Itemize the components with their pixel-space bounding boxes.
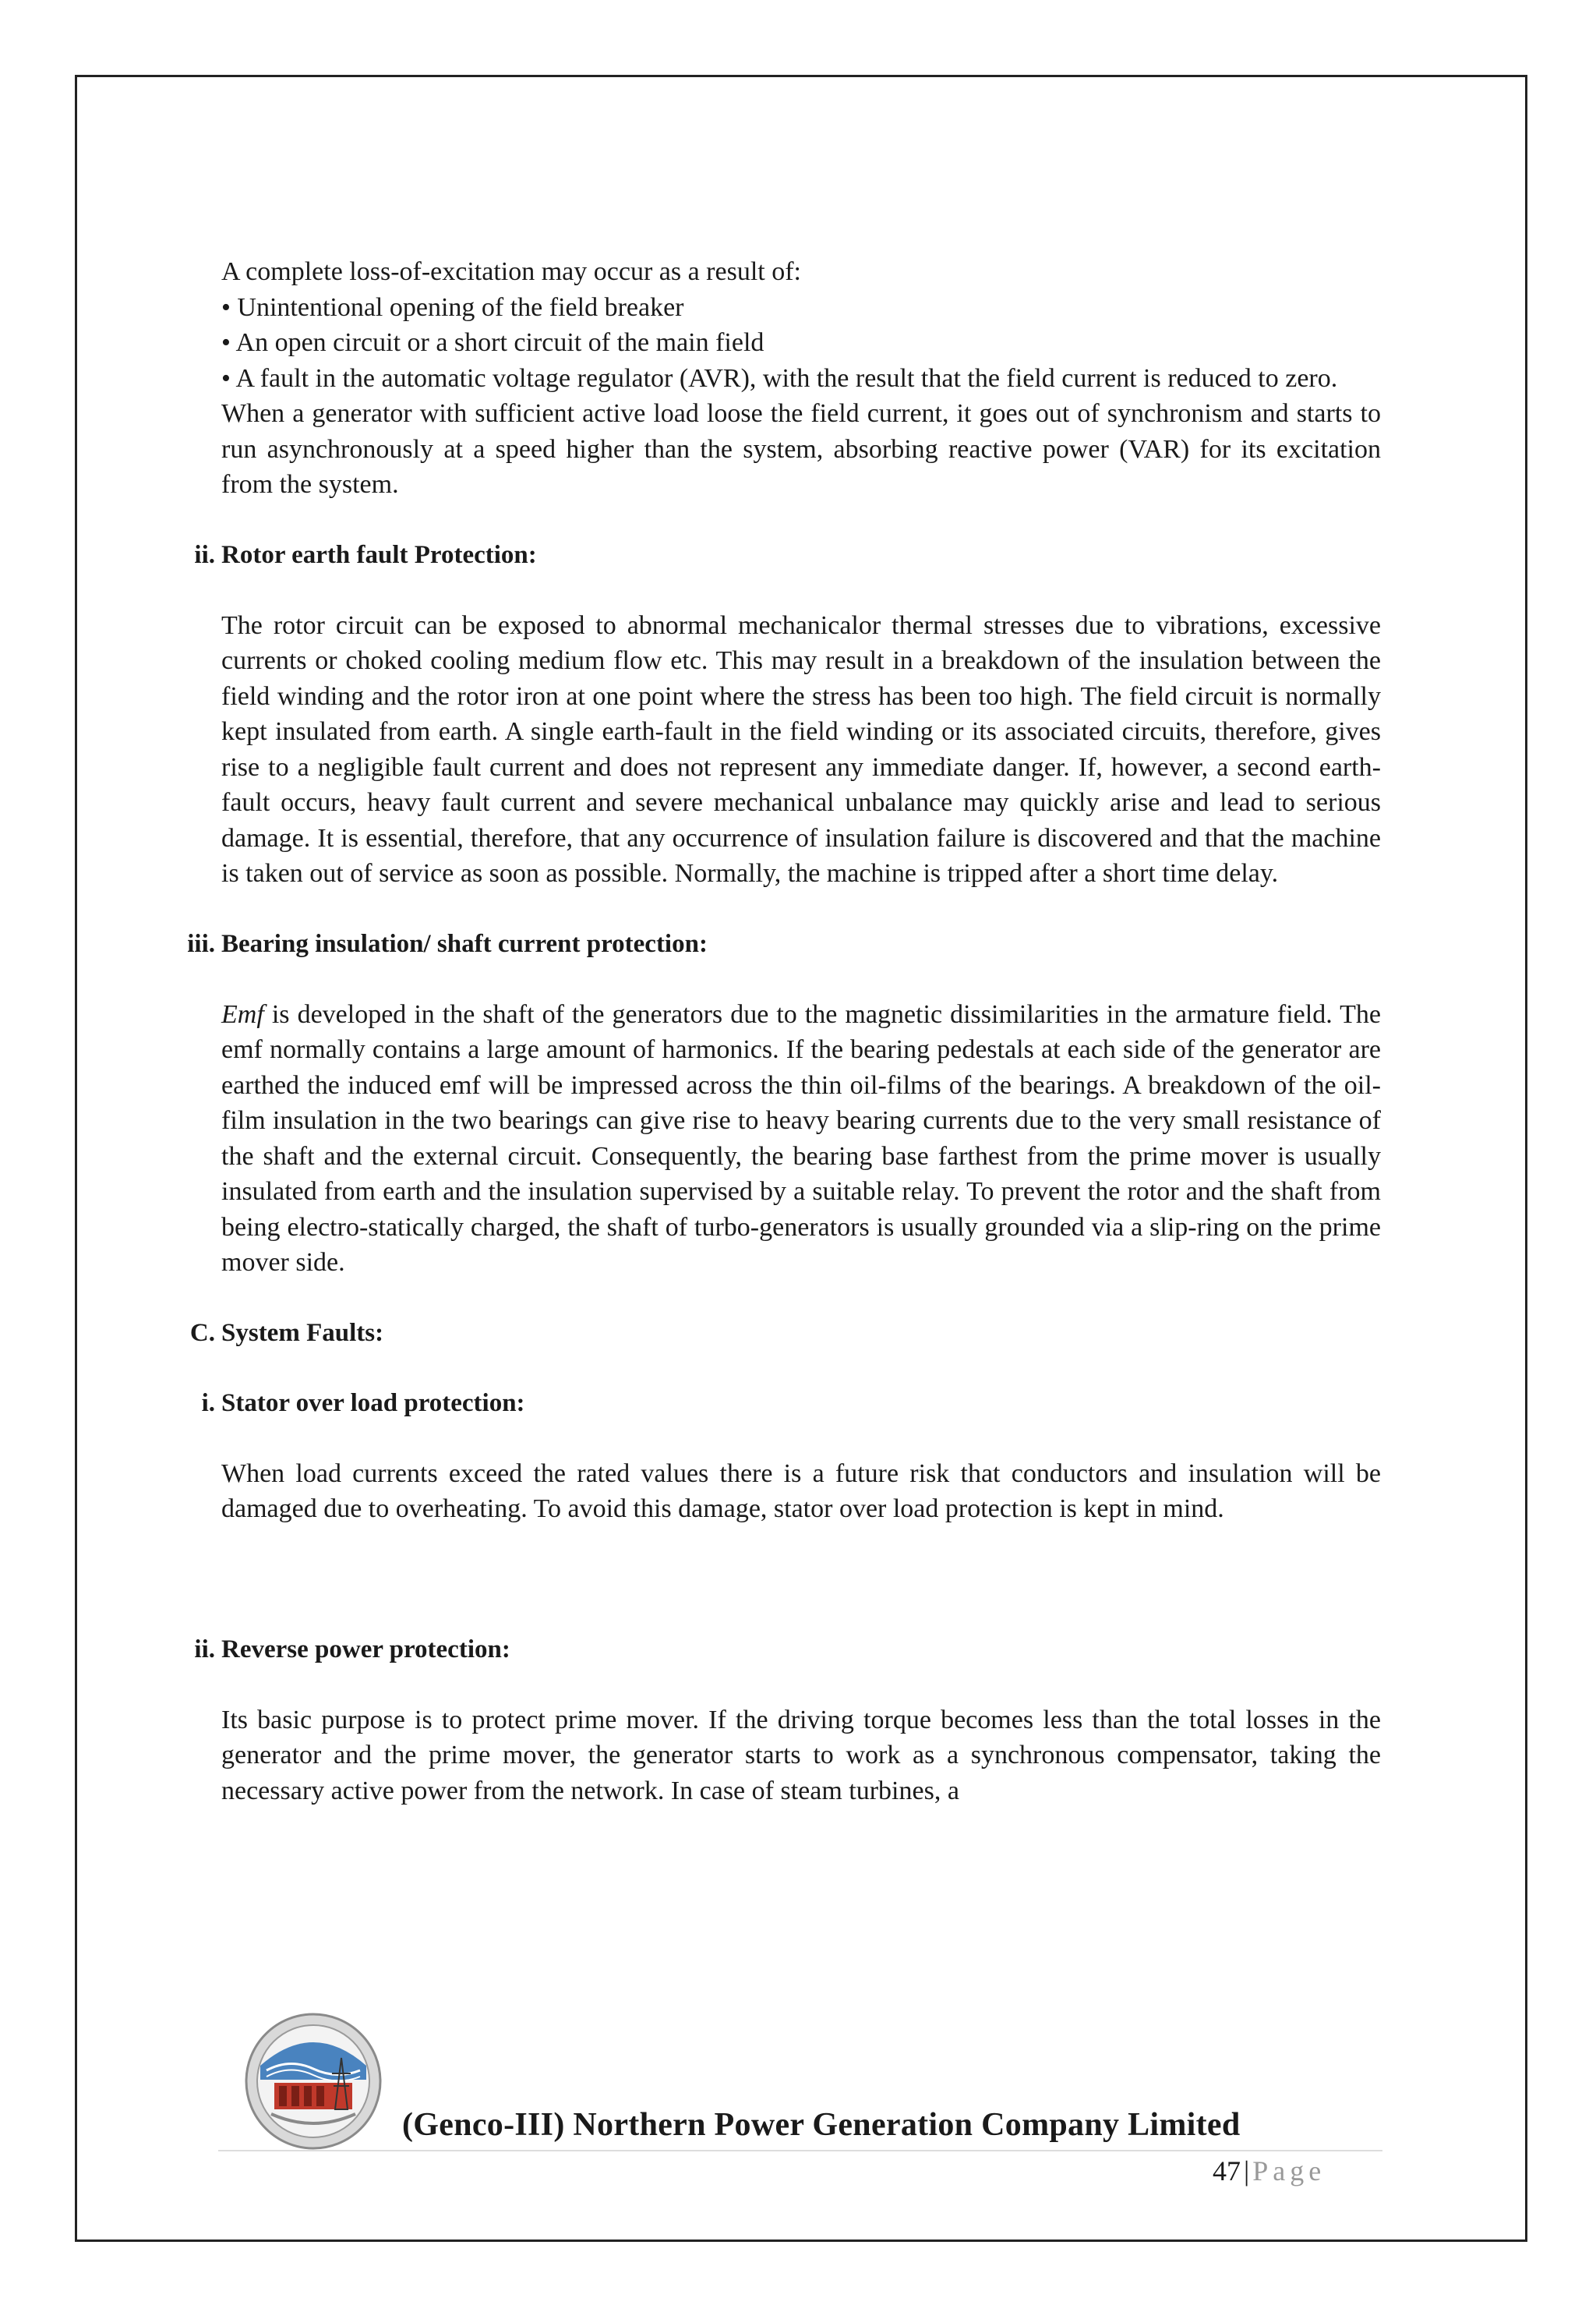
footer-divider [218,2150,1382,2151]
section-heading-system-faults [189,1316,1381,1351]
section-title: Stator over load protection: [221,1388,525,1417]
bullet-item: • An open circuit or a short circuit of the main field [221,328,764,357]
company-logo [243,2011,383,2151]
bullet-item: • A fault in the automatic voltage regulator (AVR), with the result that the field current is reduced to zero. [221,363,1338,393]
reverse-power-paragraph: Its basic purpose is to protect prime mover. If the driving torque becomes less than the total losses in the generator and the prime mover, the generator starts to work as a synchronous compensator, taking the necessary active power from the network. In case of steam turbines, a [221,1705,1381,1805]
emf-term: Emf [221,999,264,1029]
section-title: System Faults: [221,1318,384,1347]
page-label: Page [1252,2155,1326,2187]
bullet-item: • Unintentional opening of the field breaker [221,292,684,322]
section-number: iii. [187,929,215,958]
section-title: Bearing insulation/ shaft current protection: [221,929,708,958]
intro-line: A complete loss-of-excitation may occur as a result of: [221,257,801,286]
section-number: C. [189,1318,215,1347]
bearing-text: is developed in the shaft of the generators due to the magnetic dissimilarities in the armature field. The emf normally contains a large amount of harmonics. If the bearing pedestals at each side of the generator are earthed the induced emf will be impressed across the thin oil-films of the bearings. A breakdown of the oil-film insulation in the two bearings can give rise to heavy bearing currents due to the very small resistance of the shaft and the external circuit. Consequently, the bearing base farthest from the prime mover is usually insulated from earth and the insulation supervised by a suitable relay. To prevent the rotor and the shaft from being electro-statically charged, the shaft of turbo-generators is usually grounded via a slip-ring on the prime mover side. [221,999,1381,1277]
page-number [1213,2155,1326,2187]
section-title: Rotor earth fault Protection: [221,540,537,569]
document-body [187,254,1381,1808]
section-heading-rotor-earth [194,538,1381,573]
section-heading-stator-overload [201,1386,1381,1421]
section-heading-reverse-power [194,1632,1381,1667]
section-number: ii. [194,540,215,569]
page-number-value: 47 [1213,2155,1241,2187]
section-number: i. [201,1388,215,1417]
section-title: Reverse power protection: [221,1635,510,1663]
page-separator: | [1244,2155,1250,2187]
section-number: ii. [194,1635,215,1663]
section-heading-bearing [187,927,1381,962]
stator-overload-paragraph: When load currents exceed the rated values there is a future risk that conductors and insulation will be damaged due to overheating. To avoid this damage, stator over load protection is kept in mind. [221,1458,1381,1523]
rotor-earth-paragraph: The rotor circuit can be exposed to abnormal mechanicalor thermal stresses due to vibrations, excessive currents or choked cooling medium flow etc. This may result in a breakdown of the insulation between the field winding and the rotor iron at one point where the stress has been too high. The field circuit is normally kept insulated from earth. A single earth-fault in the field winding or its associated circuits, therefore, gives rise to a negligible fault current and does not represent any immediate danger. If, however, a second earth-fault occurs, heavy fault current and severe mechanical unbalance may quickly arise and lead to serious damage. It is essential, therefore, that any occurrence of insulation failure is discovered and that the machine is taken out of service as soon as possible. Normally, the machine is tripped after a short time delay. [221,610,1381,888]
footer-company-name: (Genco-III) Northern Power Generation Company Limited [402,2107,1241,2143]
bearing-paragraph [221,997,1381,1281]
intro-paragraph: When a generator with sufficient active load loose the field current, it goes out of synchronism and starts to run asynchronously at a speed higher than the system, absorbing reactive power (VAR) for its excitation from the system. [221,399,1381,499]
